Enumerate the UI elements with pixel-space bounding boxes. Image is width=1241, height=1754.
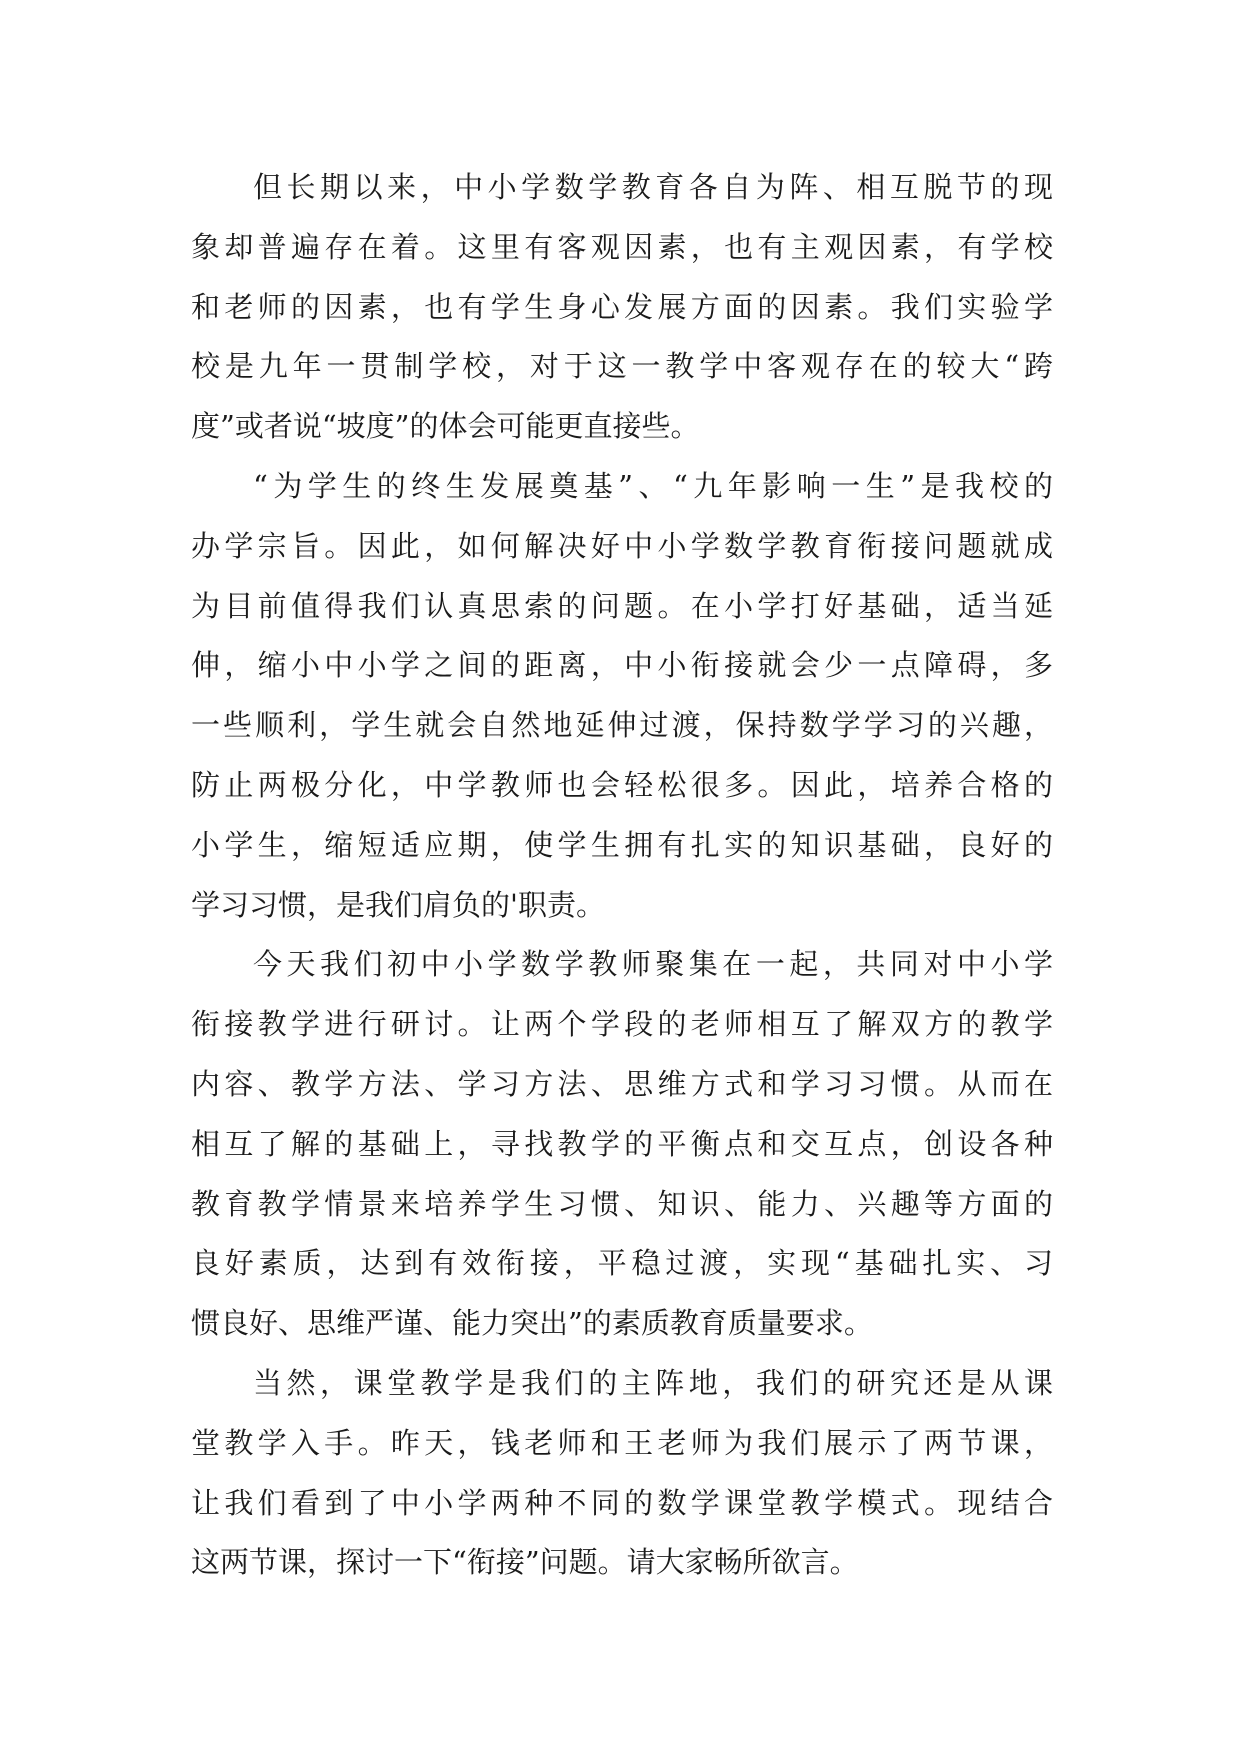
text-line: 象却普遍存在着。这里有客观因素，也有主观因素，有学校 [191, 229, 1053, 264]
paragraph-1 [191, 158, 1053, 457]
text-line: “为学生的终生发展奠基”、“九年影响一生”是我校的 [253, 468, 1053, 503]
text-line: 校是九年一贯制学校，对于这一教学中客观存在的较大“跨 [191, 349, 1053, 384]
text-line: 伸，缩小中小学之间的距离，中小衔接就会少一点障碍，多 [191, 648, 1053, 683]
text-line: 让我们看到了中小学两种不同的数学课堂教学模式。现结合 [191, 1485, 1053, 1520]
text-line: 衔接教学进行研讨。让两个学段的老师相互了解双方的教学 [191, 1007, 1053, 1042]
text-line: 惯良好、思维严谨、能力突出”的素质教育质量要求。 [191, 1306, 873, 1341]
text-line: 和老师的因素，也有学生身心发展方面的因素。我们实验学 [191, 289, 1053, 324]
paragraph-3 [191, 935, 1053, 1354]
text-line: 教育教学情景来培养学生习惯、知识、能力、兴趣等方面的 [191, 1186, 1053, 1221]
text-line: 防止两极分化，中学教师也会轻松很多。因此，培养合格的 [191, 767, 1053, 802]
text-line: 内容、教学方法、学习方法、思维方式和学习习惯。从而在 [191, 1066, 1053, 1101]
text-line: 这两节课，探讨一下“衔接”问题。请大家畅所欲言。 [191, 1545, 859, 1580]
text-line: 今天我们初中小学数学教师聚集在一起，共同对中小学 [253, 947, 1053, 982]
document-body [191, 158, 1053, 1593]
text-line: 小学生，缩短适应期，使学生拥有扎实的知识基础，良好的 [191, 827, 1053, 862]
text-line: 当然，课堂教学是我们的主阵地，我们的研究还是从课 [253, 1365, 1053, 1400]
text-line: 办学宗旨。因此，如何解决好中小学数学教育衔接问题就成 [191, 528, 1053, 563]
text-line: 相互了解的基础上，寻找教学的平衡点和交互点，创设各种 [191, 1126, 1053, 1161]
text-line: 度”或者说“坡度”的体会可能更直接些。 [191, 409, 700, 444]
text-line: 堂教学入手。昨天，钱老师和王老师为我们展示了两节课， [191, 1425, 1053, 1460]
text-line: 学习习惯，是我们肩负的'职责。 [191, 887, 605, 922]
text-line: 但长期以来，中小学数学教育各自为阵、相互脱节的现 [253, 170, 1053, 204]
text-line: 为目前值得我们认真思索的问题。在小学打好基础，适当延 [191, 588, 1053, 623]
paragraph-2 [191, 457, 1053, 935]
paragraph-4 [191, 1354, 1053, 1593]
text-line: 一些顺利，学生就会自然地延伸过渡，保持数学学习的兴趣， [191, 708, 1053, 743]
text-line: 良好素质，达到有效衔接，平稳过渡，实现“基础扎实、习 [191, 1246, 1053, 1281]
